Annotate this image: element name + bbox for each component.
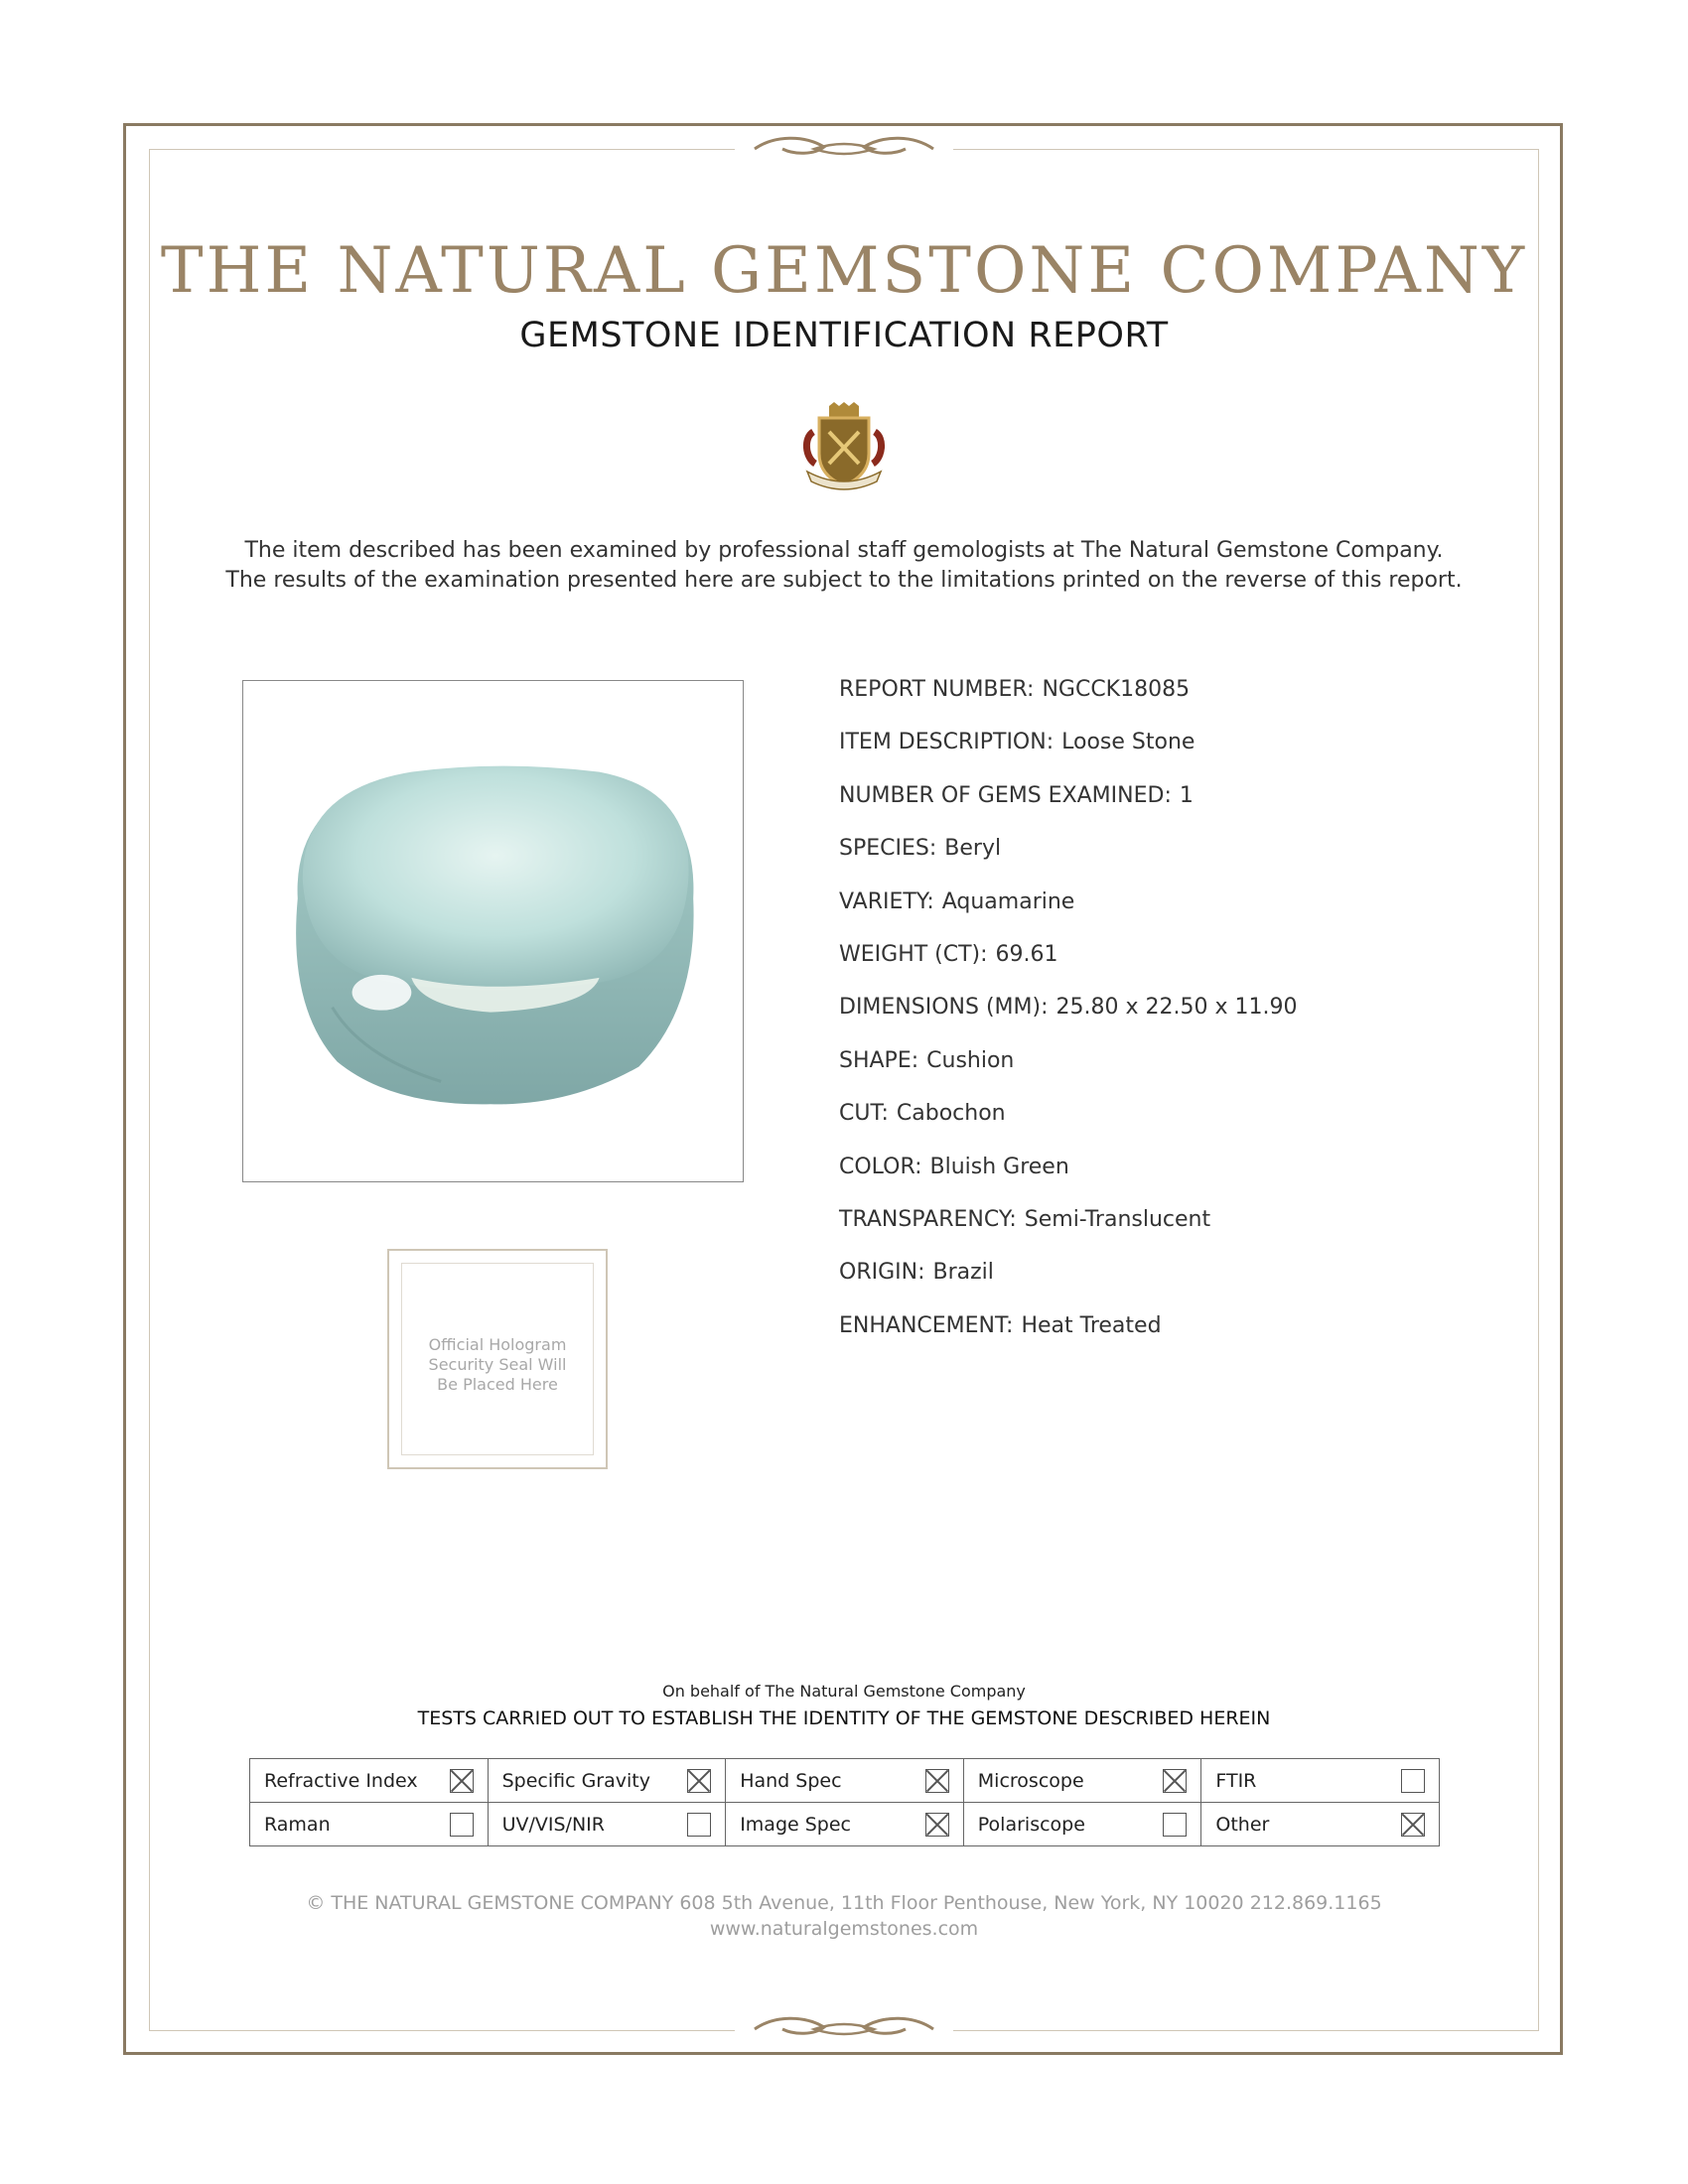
footer [149,1890,1539,1942]
tests-row [250,1803,1440,1846]
detail-value: Loose Stone [1061,730,1196,755]
detail-label: WEIGHT (CT): [839,941,988,967]
top-flourish-ornament [735,129,953,169]
detail-enhancement [839,1311,1514,1364]
behalf-statement: On behalf of The Natural Gemstone Company [662,1682,1026,1701]
gemstone-details [839,675,1514,1364]
test-checkbox [687,1813,711,1837]
hologram-seal-placeholder [387,1249,608,1469]
test-checkbox [1401,1769,1425,1793]
detail-number-of-gems [839,781,1514,834]
bottom-flourish-ornament [735,2009,953,2049]
detail-species [839,834,1514,887]
detail-label: SPECIES: [839,836,937,862]
footer-website: www.naturalgemstones.com [709,1918,979,1940]
detail-value: Beryl [944,836,1002,862]
detail-label: ENHANCEMENT: [839,1312,1014,1338]
test-checkbox [687,1769,711,1793]
detail-variety [839,887,1514,940]
detail-value: Heat Treated [1021,1312,1162,1338]
detail-label: DIMENSIONS (MM): [839,995,1049,1021]
test-cell-polariscope [963,1803,1201,1846]
detail-cut [839,1099,1514,1152]
test-label: Raman [264,1813,331,1836]
test-checkbox [1163,1813,1187,1837]
test-cell-ftir [1201,1759,1440,1803]
company-crest-logo [799,402,889,493]
intro-line-1: The item described has been examined by professional staff gemologists at The Natural Gemstone Company. [244,538,1444,563]
detail-shape [839,1046,1514,1099]
detail-label: TRANSPARENCY: [839,1206,1017,1232]
test-cell-refractive-index [250,1759,489,1803]
test-label: Refractive Index [264,1769,418,1792]
detail-report-number [839,675,1514,728]
detail-value: Aquamarine [941,888,1075,914]
detail-label: ITEM DESCRIPTION: [839,730,1055,755]
detail-label: VARIETY: [839,888,934,914]
detail-label: SHAPE: [839,1047,919,1073]
detail-value: NGCCK18085 [1042,677,1191,702]
test-cell-raman [250,1803,489,1846]
detail-value: Cabochon [896,1101,1006,1127]
detail-value: 69.61 [995,941,1058,967]
seal-text-line-2: Security Seal Will [428,1355,567,1374]
test-cell-other [1201,1803,1440,1846]
detail-label: CUT: [839,1101,889,1127]
detail-value: Brazil [932,1260,994,1286]
test-label: UV/VIS/NIR [501,1813,605,1836]
test-label: Other [1215,1813,1270,1836]
company-title: THE NATURAL GEMSTONE COMPANY [160,234,1528,308]
detail-origin [839,1258,1514,1310]
test-label: FTIR [1215,1769,1257,1792]
detail-value: Bluish Green [929,1154,1069,1179]
detail-value: 1 [1179,782,1194,808]
test-cell-hand-spec [726,1759,964,1803]
detail-label: REPORT NUMBER: [839,677,1035,702]
report-title: GEMSTONE IDENTIFICATION REPORT [519,316,1169,355]
test-checkbox [1401,1813,1425,1837]
detail-color [839,1153,1514,1205]
test-label: Image Spec [740,1813,851,1836]
tests-table [249,1758,1440,1846]
test-cell-uv-vis-nir [488,1803,726,1846]
test-cell-microscope [963,1759,1201,1803]
detail-transparency [839,1205,1514,1258]
detail-weight [839,940,1514,993]
test-label: Polariscope [977,1813,1085,1836]
test-checkbox [450,1813,474,1837]
test-checkbox [925,1813,949,1837]
test-cell-specific-gravity [488,1759,726,1803]
test-cell-image-spec [726,1803,964,1846]
detail-value: Semi-Translucent [1024,1206,1211,1232]
seal-text-line-3: Be Placed Here [437,1375,558,1394]
test-label: Hand Spec [740,1769,842,1792]
test-checkbox [925,1769,949,1793]
detail-value: 25.80 x 22.50 x 11.90 [1055,995,1298,1021]
intro-statement [149,536,1539,596]
test-checkbox [450,1769,474,1793]
seal-text-line-1: Official Hologram [428,1335,567,1354]
tests-title: TESTS CARRIED OUT TO ESTABLISH THE IDENTITY OF THE GEMSTONE DESCRIBED HEREIN [417,1707,1271,1729]
test-label: Specific Gravity [501,1769,650,1792]
gemstone-photo [242,680,744,1182]
detail-value: Cushion [926,1047,1015,1073]
footer-address: © THE NATURAL GEMSTONE COMPANY 608 5th Avenue, 11th Floor Penthouse, New York, NY 10020 212.869.1165 [306,1892,1382,1914]
detail-label: COLOR: [839,1154,922,1179]
detail-label: ORIGIN: [839,1260,925,1286]
tests-row [250,1759,1440,1803]
test-checkbox [1163,1769,1187,1793]
test-label: Microscope [977,1769,1084,1792]
detail-label: NUMBER OF GEMS EXAMINED: [839,782,1172,808]
detail-dimensions [839,993,1514,1045]
intro-line-2: The results of the examination presented here are subject to the limitations printed on the reverse of this report. [225,568,1463,593]
detail-item-description [839,728,1514,780]
